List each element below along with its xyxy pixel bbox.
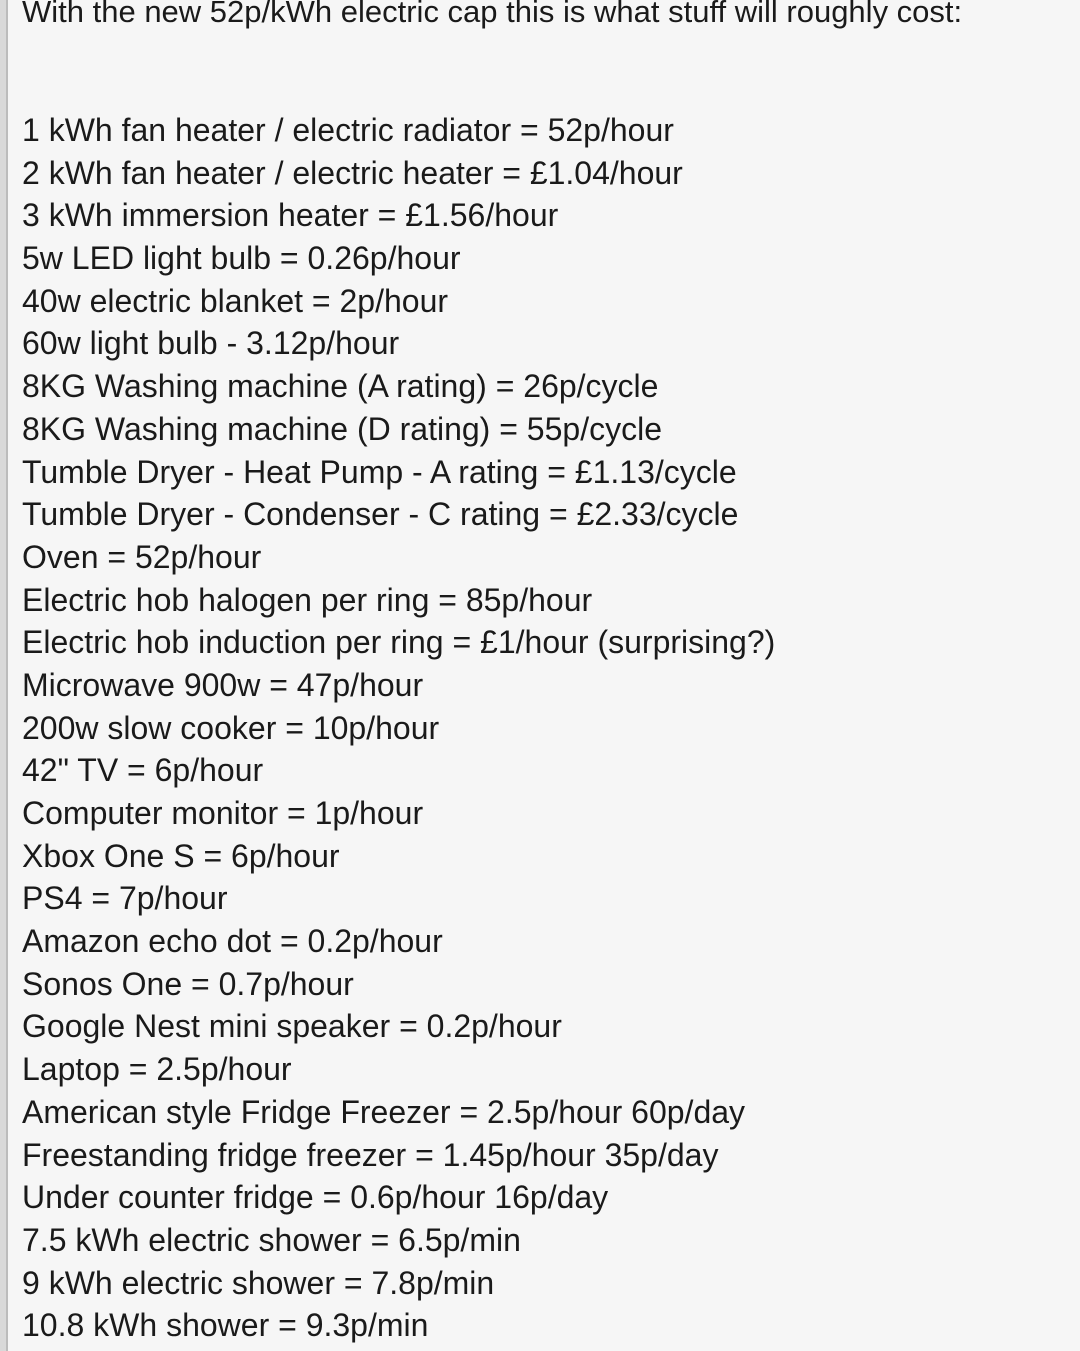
list-item: 40w electric blanket = 2p/hour [22, 282, 449, 319]
list-item: 8KG Washing machine (D rating) = 55p/cycle [22, 410, 662, 447]
list-item: Xbox One S = 6p/hour [22, 837, 340, 874]
intro-text: With the new 52p/kWh electric cap this is what stuff will roughly cost: [22, 0, 963, 29]
list-item: Laptop = 2.5p/hour [22, 1051, 292, 1088]
list-item: 9 kWh electric shower = 7.8p/min [22, 1264, 495, 1301]
list-item: 7.5 kWh electric shower = 6.5p/min [22, 1221, 521, 1258]
list-item: Amazon echo dot = 0.2p/hour [22, 923, 443, 960]
list-item: Computer monitor = 1p/hour [22, 795, 424, 831]
post-body [6, 0, 1080, 1351]
list-item: American style Fridge Freezer = 2.5p/hour 60p/day [22, 1093, 746, 1130]
list-item: 8KG Washing machine (A rating) = 26p/cycle [22, 368, 659, 405]
list-item: Oven = 52p/hour [22, 538, 262, 575]
list-item: 1 kWh fan heater / electric radiator = 52p/hour [22, 112, 674, 148]
list-item: Electric hob halogen per ring = 85p/hour [22, 581, 593, 618]
list-item: 2 kWh fan heater / electric heater = £1.04/hour [22, 154, 683, 191]
list-item: 42" TV = 6p/hour [22, 752, 264, 789]
list-item: Electric hob induction per ring = £1/hour (surprising?) [22, 624, 776, 661]
list-item: Google Nest mini speaker = 0.2p/hour [22, 1008, 562, 1045]
list-item: 5w LED light bulb = 0.26p/hour [22, 240, 461, 277]
list-item: Tumble Dryer - Heat Pump - A rating = £1.13/cycle [22, 453, 737, 490]
list-item: 200w slow cooker = 10p/hour [22, 709, 440, 746]
list-item: 3 kWh immersion heater = £1.56/hour [22, 197, 559, 234]
list-item: PS4 = 7p/hour [22, 880, 228, 917]
list-item: Sonos One = 0.7p/hour [22, 965, 354, 1002]
cost-list [22, 109, 775, 1347]
list-item: Microwave 900w = 47p/hour [22, 666, 424, 703]
list-item: Freestanding fridge freezer = 1.45p/hour 35p/day [22, 1136, 719, 1173]
list-item: Under counter fridge = 0.6p/hour 16p/day [22, 1179, 609, 1216]
list-item: 10.8 kWh shower = 9.3p/min [22, 1307, 429, 1344]
list-item: Tumble Dryer - Condenser - C rating = £2.33/cycle [22, 496, 739, 533]
list-item: 60w light bulb - 3.12p/hour [22, 325, 400, 362]
